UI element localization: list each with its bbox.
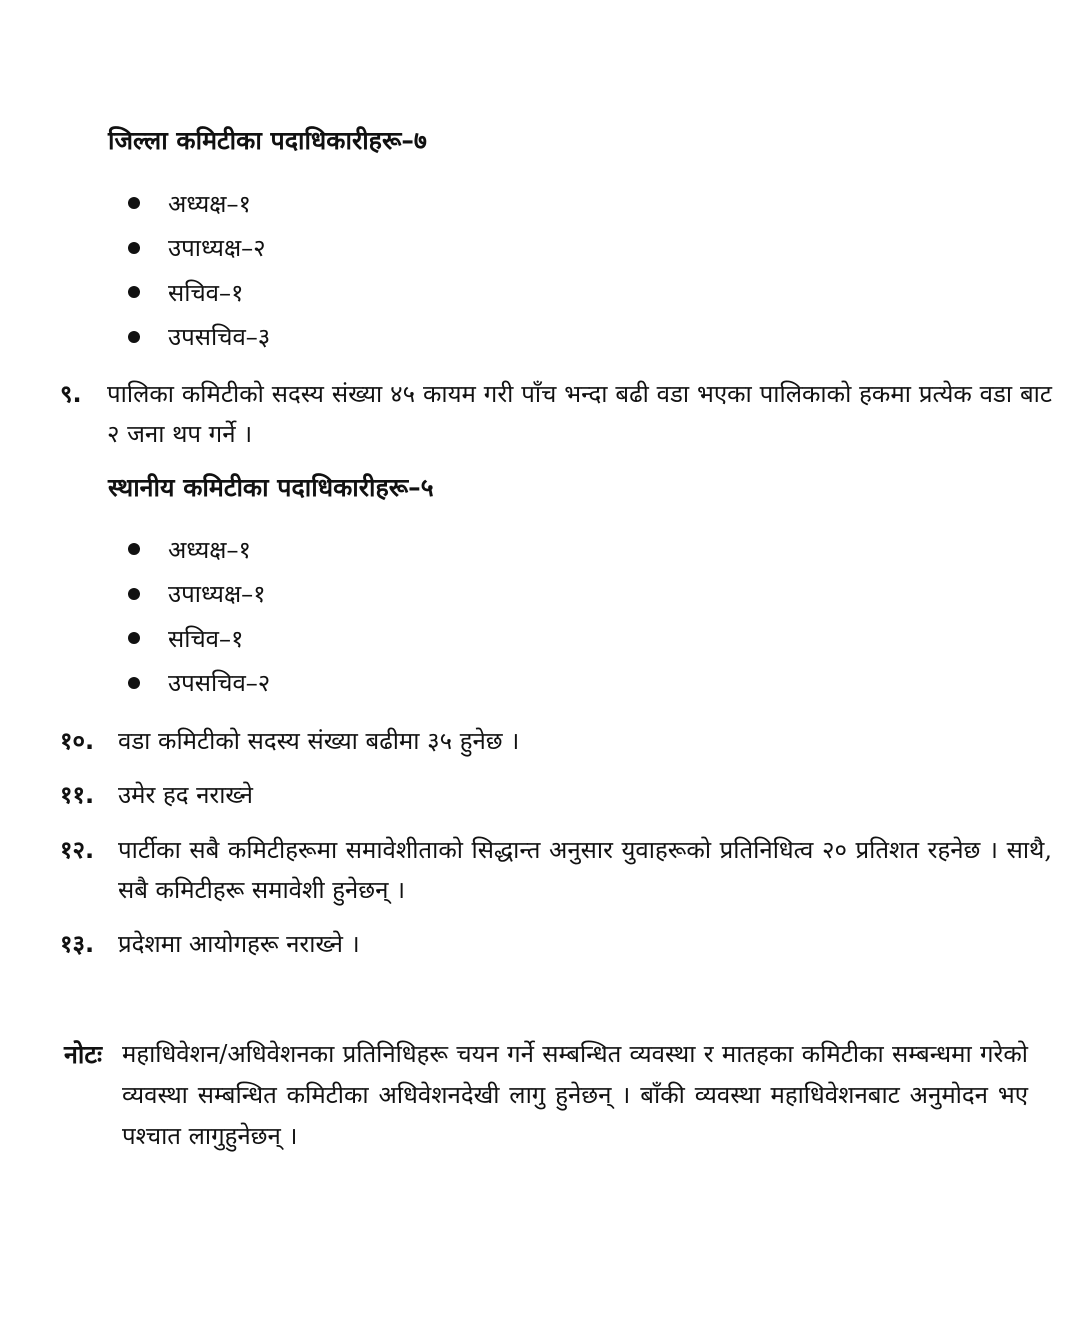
point-12 xyxy=(60,830,1052,910)
point-text: पालिका कमिटीको सदस्य संख्या ४५ कायम गरी पाँच भन्दा बढी वडा भएका पालिकाको हकमा प्रत्येक वडा बाट २ जना थप गर्ने । xyxy=(107,380,1052,448)
bullet-icon xyxy=(128,632,140,644)
list-item xyxy=(128,270,270,315)
list-item-text: उपाध्यक्ष–१ xyxy=(168,580,266,609)
list-item xyxy=(128,315,270,360)
bullet-icon xyxy=(128,677,140,689)
bullet-icon xyxy=(128,588,140,600)
bullet-icon xyxy=(128,331,140,343)
point-text: उमेर हद नराख्ने xyxy=(118,781,253,809)
list-item xyxy=(128,661,270,706)
bullet-icon xyxy=(128,242,140,254)
point-text: पार्टीका सबै कमिटीहरूमा समावेशीताको सिद्धान्त अनुसार युवाहरूको प्रतिनिधित्व २० प्रतिशत रहनेछ । साथै, सबै कमिटीहरू समावेशी हुनेछन् । xyxy=(118,836,1052,904)
point-number: ११. xyxy=(60,781,95,809)
point-number: १३. xyxy=(60,930,95,958)
list-item xyxy=(128,181,270,226)
list-item-text: उपाध्यक्ष–२ xyxy=(168,234,266,263)
point-11 xyxy=(60,775,1052,815)
note-label: नोटः xyxy=(64,1040,103,1069)
list-item xyxy=(128,226,270,271)
list-item xyxy=(128,572,270,617)
list-item xyxy=(128,616,270,661)
note-text: महाधिवेशन/अधिवेशनका प्रतिनिधिहरू चयन गर्ने सम्बन्धित व्यवस्था र मातहका कमिटीका सम्बन्धमा गरेको व्यवस्था सम्बन्धित कमिटीका अधिवेशनदेखी लागु हुनेछन् । बाँकी व्यवस्था महाधिवेशनबाट अनुमोदन भए पश्चात लागुहुनेछन् । xyxy=(122,1040,1028,1150)
list-item xyxy=(128,527,270,572)
list-item-text: सचिव–१ xyxy=(168,624,244,653)
list-item-text: अध्यक्ष–१ xyxy=(168,535,251,564)
point-number: १२. xyxy=(60,836,95,864)
bullet-icon xyxy=(128,543,140,555)
list-item-text: उपसचिव–३ xyxy=(168,323,271,352)
bullet-icon xyxy=(128,197,140,209)
point-13 xyxy=(60,924,1052,964)
point-10 xyxy=(60,721,1052,761)
list-item-text: सचिव–१ xyxy=(168,278,244,307)
point-number: ९. xyxy=(60,380,82,408)
point-number: १०. xyxy=(60,727,95,755)
district-committee-list xyxy=(128,181,270,359)
bullet-icon xyxy=(128,286,140,298)
list-item-text: उपसचिव–२ xyxy=(168,669,271,698)
local-committee-list xyxy=(128,527,270,705)
point-text: वडा कमिटीको सदस्य संख्या बढीमा ३५ हुनेछ । xyxy=(118,727,520,755)
local-committee-heading: स्थानीय कमिटीका पदाधिकारीहरू–५ xyxy=(108,473,434,502)
district-committee-heading: जिल्ला कमिटीका पदाधिकारीहरू–७ xyxy=(108,126,427,155)
point-text: प्रदेशमा आयोगहरू नराख्ने । xyxy=(118,930,360,958)
note-block xyxy=(64,1034,1028,1157)
point-9 xyxy=(60,374,1052,454)
list-item-text: अध्यक्ष–१ xyxy=(168,189,251,218)
